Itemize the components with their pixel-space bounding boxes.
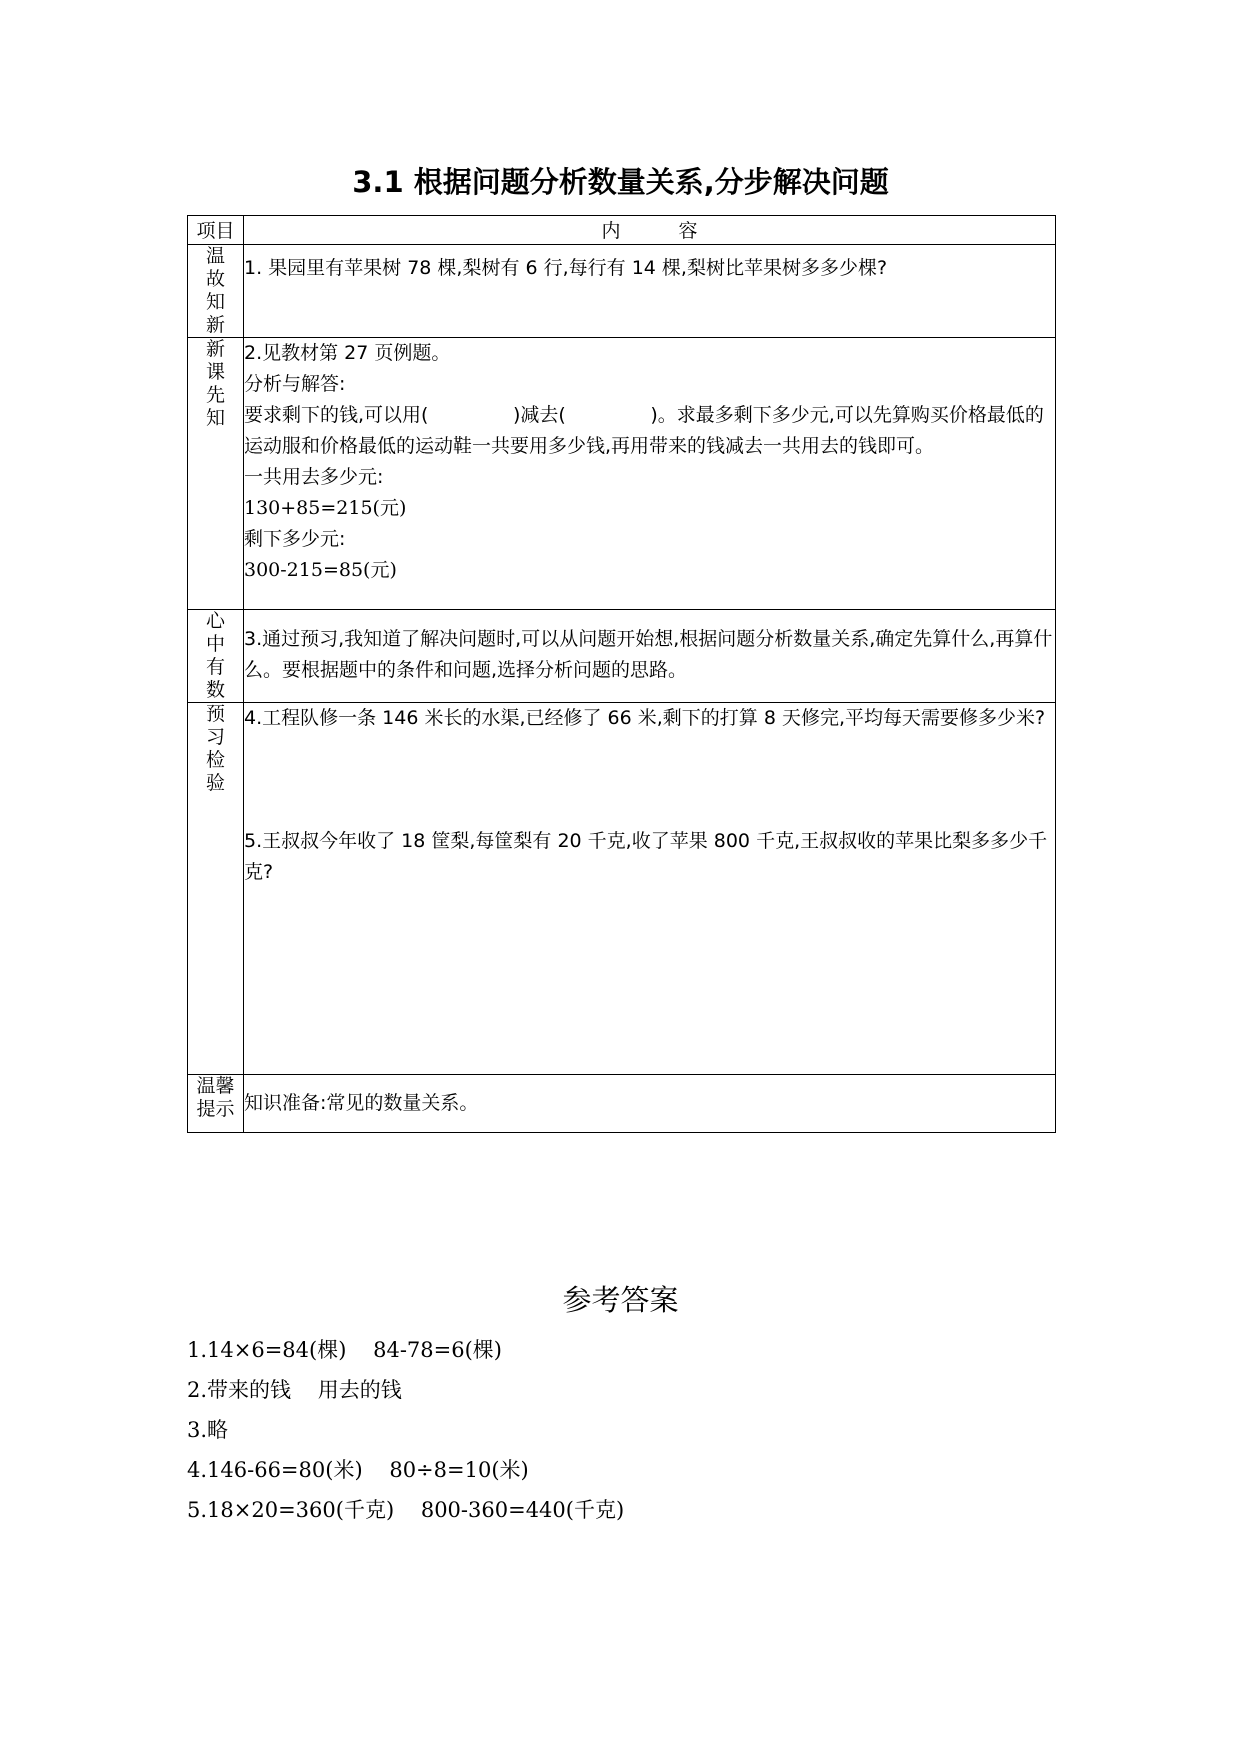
answer-item: 1.14×6=84(棵) 84-78=6(棵) — [187, 1338, 502, 1362]
page-title: 3.1 根据问题分析数量关系,分步解决问题 — [352, 165, 889, 199]
header-content-label: 内 容 — [601, 220, 724, 242]
answer-item: 5.18×20=360(千克) 800-360=440(千克) — [187, 1498, 625, 1522]
table-row — [188, 610, 1056, 703]
answers-title: 参考答案 — [562, 1283, 679, 1317]
table-row — [188, 338, 1056, 610]
answer-space-4 — [244, 734, 1055, 826]
row-label — [188, 1075, 244, 1133]
step-1-formula: 130+85=215(元) — [244, 497, 407, 519]
row-label — [188, 610, 244, 703]
question-4: 4.工程队修一条 146 米长的水渠,已经修了 66 米,剩下的打算 8 天修完,平均每天需要修多少米? — [244, 707, 1046, 729]
row-label-text: 温故知新 — [205, 245, 225, 336]
step-2-label: 剩下多少元: — [244, 528, 346, 550]
row-label — [188, 703, 244, 1075]
row-content — [244, 610, 1056, 703]
row-label — [188, 338, 244, 610]
table-header-row — [188, 216, 1056, 245]
analysis-text: 要求剩下的钱,可以用( )减去( )。求最多剩下多少元,可以先算购买价格最低的运动服和价格最低的运动鞋一共要用多少钱,再用带来的钱减去一共用去的钱即可。 — [244, 404, 1044, 457]
step-2-formula: 300-215=85(元) — [244, 559, 397, 581]
step-1-label: 一共用去多少元: — [244, 466, 384, 488]
answer-item: 2.带来的钱 用去的钱 — [187, 1378, 402, 1402]
analysis-heading: 分析与解答: — [244, 373, 346, 395]
question-3: 3.通过预习,我知道了解决问题时,可以从问题开始想,根据问题分析数量关系,确定先算什么,再算什么。要根据题中的条件和问题,选择分析问题的思路。 — [244, 628, 1053, 681]
tip-text: 知识准备:常见的数量关系。 — [244, 1092, 479, 1114]
header-content — [244, 216, 1056, 245]
header-item: 项目 — [188, 216, 244, 245]
question-2: 2.见教材第 27 页例题。 — [244, 342, 451, 364]
table-row — [188, 245, 1056, 338]
table-row — [188, 1075, 1056, 1133]
question-5: 5.王叔叔今年收了 18 筐梨,每筐梨有 20 千克,收了苹果 800 千克,王叔叔收的苹果比梨多多少千克? — [244, 830, 1048, 883]
row-label-text: 温馨提示 — [196, 1075, 235, 1120]
row-label — [188, 245, 244, 338]
row-label-text: 预习检验 — [205, 703, 225, 794]
answer-item: 3.略 — [187, 1418, 229, 1442]
question-1: 1. 果园里有苹果树 78 棵,梨树有 6 行,每行有 14 棵,梨树比苹果树多多少棵? — [244, 257, 888, 279]
row-content — [244, 338, 1056, 610]
preview-table — [187, 215, 1056, 1133]
row-content — [244, 245, 1056, 338]
row-label-text: 心中有数 — [205, 610, 225, 701]
answer-item: 4.146-66=80(米) 80÷8=10(米) — [187, 1458, 529, 1482]
answers-list — [187, 1330, 1047, 1530]
row-content — [244, 703, 1056, 1075]
row-label-text: 新课先知 — [205, 338, 225, 429]
table-row — [188, 703, 1056, 1075]
row-content — [244, 1075, 1056, 1133]
